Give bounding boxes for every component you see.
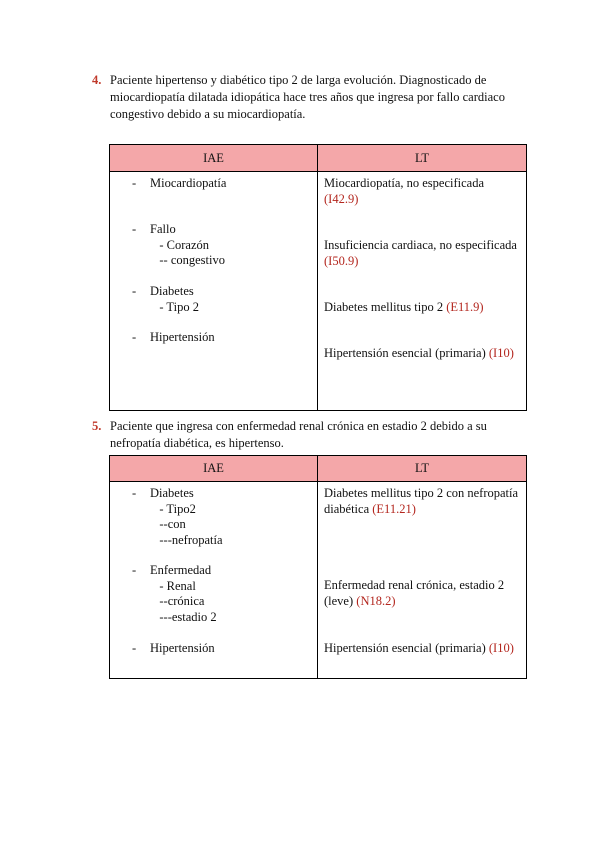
term-main: Hipertensión [150,641,215,655]
term-sub: --crónica [150,594,205,608]
term-main: Diabetes [150,284,194,298]
term-dash: - [132,330,137,344]
icd-code: (E11.9) [446,300,484,314]
case-5 [92,418,532,452]
lt-text: Diabetes mellitus tipo 2 con nefropatía diabética [324,486,519,516]
lt-cell [318,172,527,411]
lt-header: LT [318,456,527,482]
term-dash: - [132,486,137,500]
lt-text: Enfermedad renal crónica, estadio 2 (leve) [324,578,505,608]
term-main: Diabetes [150,486,194,500]
term-sub: - Corazón [150,237,210,252]
lt-entry [324,486,520,578]
lt-text: Diabetes mellitus tipo 2 [324,300,444,314]
iae-term [116,176,311,207]
term-sub: - Tipo2 [150,501,196,516]
lt-cell [318,482,527,679]
iae-cell [110,482,318,679]
term-main: Fallo [150,222,176,236]
icd-code: (I50.9) [324,253,359,268]
term-sub: - Tipo 2 [150,299,199,314]
lt-header: LT [318,145,527,172]
icd-code: (E11.21) [372,501,416,516]
iae-cell [110,172,318,411]
term-sub: -- congestivo [150,253,225,267]
lt-text: Hipertensión esencial (primaria) [324,641,486,655]
term-dash: - [132,563,137,577]
iae-term [116,641,311,657]
iae-term [116,330,311,346]
icd-code: (N18.2) [356,593,396,608]
case-4-description: Paciente hipertenso y diabético tipo 2 de larga evolución. Diagnosticado de miocardiopatía dilatada idiopática hace tres años que ingresa por fallo cardiaco congestivo debido a su miocardiopatía. [110,73,505,121]
icd-code: (I42.9) [324,191,359,206]
term-sub: ---estadio 2 [150,609,217,624]
term-main: Enfermedad [150,563,212,577]
term-sub: ---nefropatía [150,532,223,547]
case-5-description: Paciente que ingresa con enfermedad renal crónica en estadio 2 debido a su nefropatía diabética, es hipertenso. [110,419,487,450]
lt-text: Insuficiencia cardiaca, no especificada [324,238,517,252]
iae-header: IAE [110,456,318,482]
term-sub: --con [150,517,186,531]
iae-term [116,486,311,548]
case-5-number: 5. [92,419,102,433]
iae-header: IAE [110,145,318,172]
term-main: Miocardiopatía [150,176,227,190]
lt-entry [324,176,520,238]
icd-code: (I10) [488,346,514,360]
case-4-table [109,144,527,411]
iae-term [116,284,311,315]
term-dash: - [132,222,137,236]
term-sub: - Renal [150,578,196,593]
iae-term [116,563,311,625]
case-4-number: 4. [92,73,102,87]
term-main: Hipertensión [150,330,215,344]
iae-term [116,222,311,284]
term-dash: - [132,641,137,655]
lt-entry [324,300,520,346]
lt-entry [324,578,520,641]
icd-code: (I10) [488,641,514,655]
lt-text: Miocardiopatía, no especificada [324,176,484,190]
lt-entry [324,238,520,300]
term-dash: - [132,284,137,298]
lt-entry [324,641,520,657]
term-dash: - [132,176,137,190]
lt-text: Hipertensión esencial (primaria) [324,346,486,360]
case-5-table [109,455,527,679]
case-4 [92,72,532,123]
lt-entry [324,346,520,362]
